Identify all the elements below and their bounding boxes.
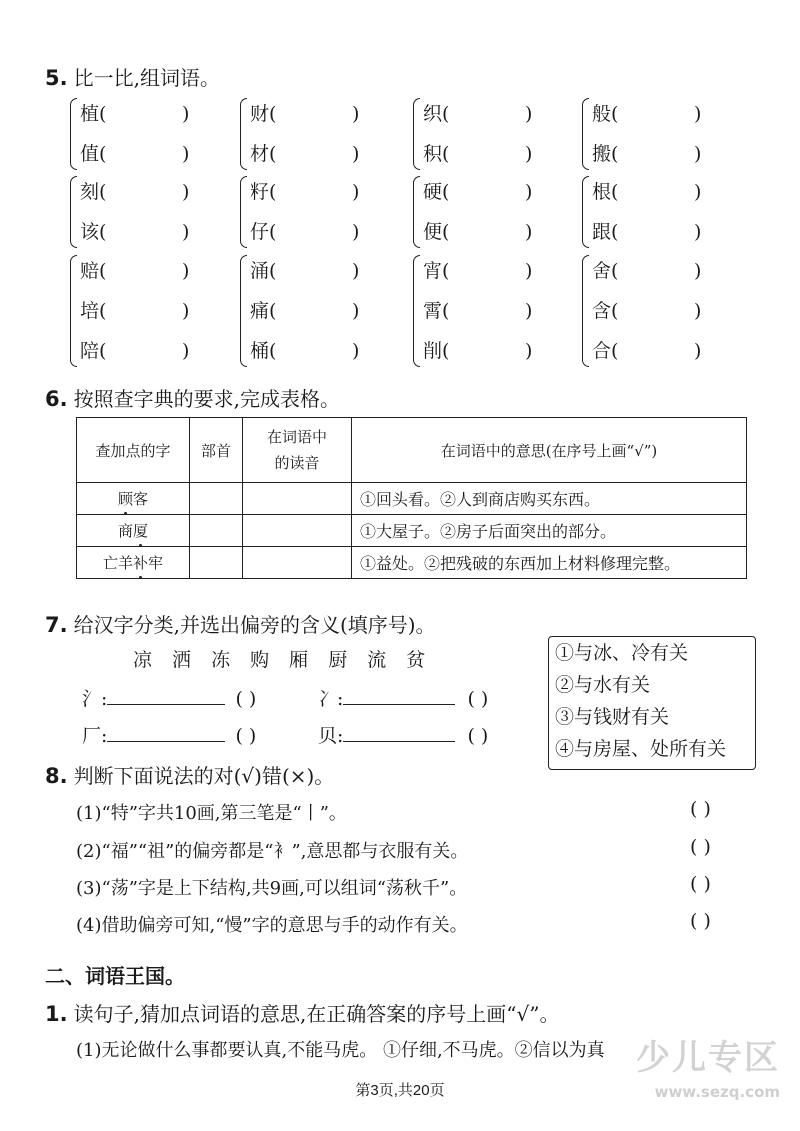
radical-cell[interactable]: [190, 547, 243, 579]
page-footer: 第3页,共20页: [355, 1082, 445, 1099]
judge-answer-2[interactable]: ( ): [690, 836, 711, 858]
character: 财: [250, 103, 270, 125]
character: 该: [80, 221, 100, 243]
brace-icon: [240, 98, 247, 170]
judge-answer-4[interactable]: ( ): [690, 910, 711, 932]
q5-title: 5. 比一比,组词语。: [45, 66, 220, 90]
judge-item-1: (1)“特”字共10画,第三笔是“丨”。: [76, 803, 347, 824]
word-blank[interactable]: 桶( ): [250, 340, 360, 362]
option-1: ①与冰、冷有关: [555, 642, 689, 664]
character: 培: [80, 300, 100, 322]
character: 仔: [250, 221, 270, 243]
meaning-cell[interactable]: ①回头看。②人到商店购买东西。: [352, 483, 747, 515]
judge-item-4: (4)借助偏旁可知,“慢”字的意思与手的动作有关。: [76, 915, 468, 936]
word-blank[interactable]: 刻( ): [80, 181, 190, 203]
reading-cell[interactable]: [243, 483, 352, 515]
q6-title: 6. 按照查字典的要求,完成表格。: [45, 387, 340, 411]
word-blank[interactable]: 该( ): [80, 221, 190, 243]
character: 陪: [80, 340, 100, 362]
character: 值: [80, 143, 100, 165]
q7-characters: 凉 洒 冻 购 厢 厨 流 贫: [133, 649, 426, 671]
word-blank[interactable]: 舍( ): [592, 260, 702, 282]
word-blank[interactable]: 涌( ): [250, 260, 360, 282]
word-blank[interactable]: 削( ): [423, 340, 533, 362]
character: 积: [423, 143, 443, 165]
part2-q1-title: 1. 读句子,猜加点词语的意思,在正确答案的序号上画“√”。: [45, 1002, 560, 1026]
brace-icon: [70, 98, 77, 170]
word-cell: 商厦: [77, 515, 190, 547]
dictionary-table: [76, 417, 747, 579]
header-reading: 在词语中 的读音: [243, 418, 352, 483]
brace-icon: [413, 98, 420, 170]
character: 植: [80, 103, 100, 125]
word-blank[interactable]: 仔( ): [250, 221, 360, 243]
answer-paren[interactable]: ( ): [467, 725, 489, 747]
character: 刻: [80, 181, 100, 203]
character: 霄: [423, 300, 443, 322]
word-blank[interactable]: 积( ): [423, 143, 533, 165]
character: 含: [592, 300, 612, 322]
word-blank[interactable]: 跟( ): [592, 221, 702, 243]
judge-item-2: (2)“福”“祖”的偏旁都是“衤”,意思都与衣服有关。: [76, 841, 469, 862]
word-blank[interactable]: 财( ): [250, 103, 360, 125]
word-blank[interactable]: 值( ): [80, 143, 190, 165]
character: 便: [423, 221, 443, 243]
word-blank[interactable]: 籽( ): [250, 181, 360, 203]
part2-q1-item: (1)无论做什么事都要认真,不能马虎。 ①仔细,不马虎。②信以为真: [76, 1040, 605, 1061]
character: 跟: [592, 221, 612, 243]
radical-meaning-box: [548, 636, 756, 770]
reading-cell[interactable]: [243, 515, 352, 547]
word-blank[interactable]: 培( ): [80, 300, 190, 322]
word-blank[interactable]: 便( ): [423, 221, 533, 243]
judge-answer-1[interactable]: ( ): [690, 798, 711, 820]
dotted-char: 顾: [117, 490, 133, 508]
brace-icon: [70, 255, 77, 367]
radical-cell[interactable]: [190, 515, 243, 547]
table-row: [77, 515, 747, 547]
character: 削: [423, 340, 443, 362]
fill-radical-ice: 冫: ( ): [318, 688, 489, 710]
brace-icon: [413, 176, 420, 248]
answer-paren[interactable]: ( ): [235, 688, 257, 710]
word-blank[interactable]: 般( ): [592, 103, 702, 125]
word-blank[interactable]: 硬( ): [423, 181, 533, 203]
header-radical: 部首: [190, 418, 243, 483]
word-blank[interactable]: 合( ): [592, 340, 702, 362]
word-blank[interactable]: 陪( ): [80, 340, 190, 362]
part2-title: 二、词语王国。: [45, 964, 185, 988]
watermark-logo: 少儿专区 www.sezq.com: [636, 1038, 780, 1101]
word-cell: 亡羊补牢: [77, 547, 190, 579]
table-row: [77, 547, 747, 579]
meaning-cell[interactable]: ①益处。②把残破的东西加上材料修理完整。: [352, 547, 747, 579]
character: 材: [250, 143, 270, 165]
judge-item-3: (3)“荡”字是上下结构,共9画,可以组词“荡秋千”。: [76, 878, 468, 899]
word-blank[interactable]: 织( ): [423, 103, 533, 125]
word-blank[interactable]: 材( ): [250, 143, 360, 165]
brace-icon: [582, 98, 589, 170]
character: 合: [592, 340, 612, 362]
header-meaning: 在词语中的意思(在序号上画“√”): [352, 418, 747, 483]
word-blank[interactable]: 搬( ): [592, 143, 702, 165]
character: 硬: [423, 181, 443, 203]
header-char: 查加点的字: [77, 418, 190, 483]
word-blank[interactable]: 宵( ): [423, 260, 533, 282]
brace-icon: [240, 176, 247, 248]
dotted-char: 厦: [133, 522, 149, 540]
character: 桶: [250, 340, 270, 362]
fill-radical-water: 氵: ( ): [82, 688, 257, 710]
character: 籽: [250, 181, 270, 203]
q8-title: 8. 判断下面说法的对(√)错(×)。: [45, 764, 335, 788]
brace-icon: [240, 255, 247, 367]
radical-cell[interactable]: [190, 483, 243, 515]
fill-radical-shell: 贝: ( ): [318, 725, 489, 747]
character: 赔: [80, 260, 100, 282]
answer-line[interactable]: [343, 688, 455, 705]
character: 根: [592, 181, 612, 203]
answer-line[interactable]: [107, 725, 225, 742]
character: 般: [592, 103, 612, 125]
answer-line[interactable]: [107, 688, 225, 705]
meaning-cell[interactable]: ①大屋子。②房子后面突出的部分。: [352, 515, 747, 547]
character: 宵: [423, 260, 443, 282]
word-cell: 顾客: [77, 483, 190, 515]
brace-icon: [413, 255, 420, 367]
fill-radical-cliff: 厂: ( ): [82, 725, 257, 747]
character: 痛: [250, 300, 270, 322]
word-blank[interactable]: 根( ): [592, 181, 702, 203]
brace-icon: [582, 176, 589, 248]
dotted-char: 补: [132, 554, 148, 572]
answer-paren[interactable]: ( ): [467, 688, 489, 710]
character: 织: [423, 103, 443, 125]
word-blank[interactable]: 植( ): [80, 103, 190, 125]
word-blank[interactable]: 赔( ): [80, 260, 190, 282]
word-blank[interactable]: 痛( ): [250, 300, 360, 322]
table-row: [77, 483, 747, 515]
q7-title: 7. 给汉字分类,并选出偏旁的含义(填序号)。: [45, 613, 436, 637]
option-2: ②与水有关: [555, 674, 651, 696]
character: 舍: [592, 260, 612, 282]
character: 涌: [250, 260, 270, 282]
option-4: ④与房屋、处所有关: [555, 738, 727, 760]
brace-icon: [582, 255, 589, 367]
judge-answer-3[interactable]: ( ): [690, 873, 711, 895]
character: 搬: [592, 143, 612, 165]
word-blank[interactable]: 霄( ): [423, 300, 533, 322]
reading-cell[interactable]: [243, 547, 352, 579]
brace-icon: [70, 176, 77, 248]
option-3: ③与钱财有关: [555, 706, 670, 728]
answer-line[interactable]: [343, 725, 455, 742]
word-blank[interactable]: 含( ): [592, 300, 702, 322]
answer-paren[interactable]: ( ): [235, 725, 257, 747]
